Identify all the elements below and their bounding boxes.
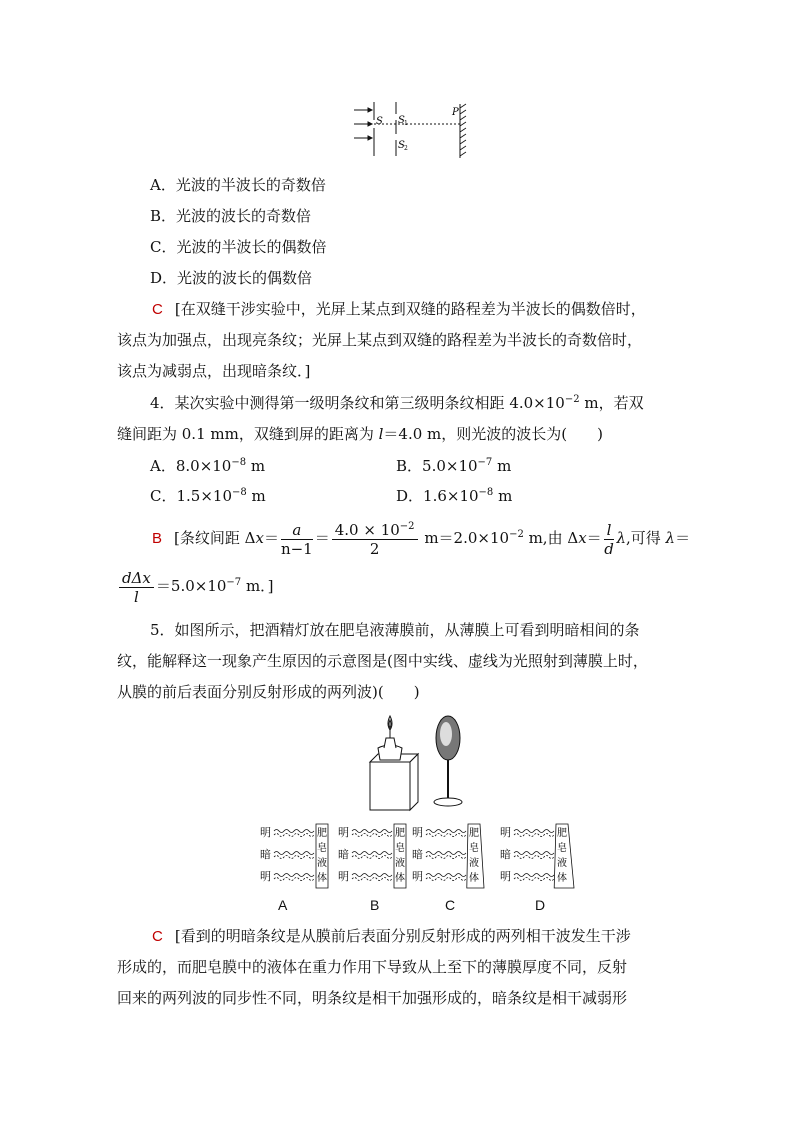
- reflected-wave-solid: [514, 830, 554, 833]
- q4-stem-line2: 缝间距为 0.1 mm，双缝到屏的距离为 l＝4.0 m，则光波的波长为( ): [117, 425, 603, 443]
- reflected-wave-solid: [426, 830, 466, 833]
- label-S1-sub: 1: [404, 120, 408, 127]
- panel-label-c: C: [445, 897, 456, 913]
- row-label: 暗: [412, 848, 423, 861]
- film-text: 肥: [395, 828, 405, 839]
- reflected-wave-dashed: [426, 878, 466, 881]
- q3-option-c: C．光波的半波长的偶数倍: [150, 238, 327, 256]
- q3-option-a: A．光波的半波长的奇数倍: [150, 176, 326, 194]
- lamp-and-film-diagram: [360, 712, 480, 812]
- film-text: 液: [557, 858, 567, 869]
- film-text: 液: [395, 858, 405, 869]
- q4-explanation-line2: $\frac{\text{dΔx}}{l}$ $=5.0\times 10^{-7}$ m．]: [117, 566, 274, 606]
- q3-explanation-line1: C [在双缝干涉实验中，光屏上某点到双缝的路程差为半波长的偶数倍时，: [152, 300, 646, 318]
- row-label: 明: [338, 826, 349, 839]
- reflected-wave-solid: [274, 874, 314, 877]
- film-text: 皂: [395, 843, 405, 854]
- label-S: S: [376, 116, 383, 127]
- q3-option-b: B．光波的波长的奇数倍: [150, 207, 312, 225]
- label-S2: S: [398, 140, 405, 151]
- fraction-l-over-d: $\frac{l}{d}$: [604, 520, 614, 558]
- reflected-wave-solid: [352, 852, 392, 855]
- fraction-d-dx-over-l: $\frac{\text{dΔx}}{l}$: [119, 569, 154, 606]
- film-text: 肥: [469, 828, 479, 839]
- reflected-wave-dashed: [352, 834, 392, 837]
- label-P: P: [452, 107, 459, 118]
- row-label: 明: [260, 870, 271, 883]
- q4-answer: B: [152, 530, 163, 547]
- reflected-wave-dashed: [514, 834, 554, 837]
- reflected-wave-solid: [352, 874, 392, 877]
- q4-option-d: D．$1.6\times 10^{-8}$ m: [396, 487, 513, 505]
- reflected-wave-solid: [514, 852, 554, 855]
- panel-label-a: A: [278, 897, 288, 913]
- row-label: 明: [412, 870, 423, 883]
- options-panels-diagram: [250, 822, 580, 892]
- reflected-wave-solid: [426, 852, 466, 855]
- label-S1: S: [398, 115, 405, 126]
- reflected-wave-solid: [514, 874, 554, 877]
- film-text: 体: [395, 873, 405, 884]
- fraction-a-over-n-1: $\frac{a}{n-1}$: [280, 520, 313, 558]
- film-text: 体: [557, 873, 567, 884]
- film-text: 皂: [317, 843, 327, 854]
- q3-explanation-line3: 该点为减弱点，出现暗条纹．]: [117, 362, 311, 380]
- film-text: 肥: [557, 828, 567, 839]
- reflected-wave-dashed: [426, 834, 466, 837]
- q5-stem-line1: 5．如图所示，把酒精灯放在肥皂液薄膜前，从薄膜上可看到明暗相间的条: [150, 621, 640, 639]
- reflected-wave-dashed: [352, 856, 392, 859]
- reflected-wave-solid: [426, 874, 466, 877]
- reflected-wave-dashed: [274, 856, 314, 859]
- reflected-wave-solid: [352, 830, 392, 833]
- q5-explanation-line1: C [看到的明暗条纹是从膜前后表面分别反射形成的两列相干波发生干涉: [152, 927, 631, 945]
- film-text: 体: [317, 873, 327, 884]
- q5-stem-line3: 从膜的前后表面分别反射形成的两列波)( ): [117, 683, 420, 701]
- q4-option-c: C．$1.5\times 10^{-8}$ m: [150, 487, 266, 505]
- q3-explanation-line2: 该点为加强点，出现亮条纹；光屏上某点到双缝的路程差为半波长的奇数倍时，: [117, 331, 643, 349]
- row-label: 明: [260, 826, 271, 839]
- row-label: 明: [338, 870, 349, 883]
- fraction-4-over-2: $\frac{4.0 \times 10^{-2}}{2}$: [332, 521, 418, 558]
- row-label: 暗: [260, 848, 271, 861]
- double-slit-diagram: [350, 100, 475, 160]
- q5-answer: C: [152, 928, 163, 945]
- q5-explanation-line2: 形成的，而肥皂膜中的液体在重力作用下导致从上至下的薄膜厚度不同，反射: [117, 958, 628, 976]
- reflected-wave-dashed: [274, 878, 314, 881]
- reflected-wave-dashed: [352, 878, 392, 881]
- film-text: 体: [469, 873, 479, 884]
- film-text: 液: [317, 858, 327, 869]
- panel-label-b: B: [370, 897, 380, 913]
- reflected-wave-dashed: [426, 856, 466, 859]
- reflected-wave-dashed: [514, 878, 554, 881]
- reflected-wave-solid: [274, 830, 314, 833]
- reflected-wave-dashed: [274, 834, 314, 837]
- film-text: 液: [469, 858, 479, 869]
- reflected-wave-dashed: [514, 856, 554, 859]
- q5-stem-line2: 纹，能解释这一现象产生原因的示意图是(图中实线、虚线为光照射到薄膜上时，: [117, 652, 648, 670]
- row-label: 暗: [500, 848, 511, 861]
- q5-explanation-line3: 回来的两列波的同步性不同，明条纹是相干加强形成的，暗条纹是相干减弱形: [117, 989, 628, 1007]
- q3-option-d: D．光波的波长的偶数倍: [150, 269, 313, 287]
- q3-answer: C: [152, 301, 163, 318]
- row-label: 明: [500, 826, 511, 839]
- row-label: 明: [412, 826, 423, 839]
- q4-stem-line1: 4．某次实验中测得第一级明条纹和第三级明条纹相距 $4.0\times 10^{-2}$ m，若双: [150, 394, 644, 412]
- q4-option-a: A．$8.0\times 10^{-8}$ m: [150, 457, 266, 475]
- q4-explanation-line1: B [条纹间距 Δx＝ $\frac{a}{n-1}$ ＝ $\frac{4.0 \times 10^{-2}}{2}$ $m=2.0\times 10^{-2}$ m,由 Δx＝ $\frac{l}{d}$ λ,可得 λ＝: [152, 520, 691, 558]
- row-label: 明: [500, 870, 511, 883]
- panel-label-d: D: [535, 897, 546, 913]
- film-text: 皂: [557, 843, 567, 854]
- film-text: 皂: [469, 843, 479, 854]
- reflected-wave-solid: [274, 852, 314, 855]
- label-S2-sub: 2: [404, 145, 408, 152]
- row-label: 暗: [338, 848, 349, 861]
- soap-film-ring: [434, 716, 462, 806]
- q4-option-b: B．$5.0\times 10^{-7}$ m: [396, 457, 512, 475]
- film-text: 肥: [317, 828, 327, 839]
